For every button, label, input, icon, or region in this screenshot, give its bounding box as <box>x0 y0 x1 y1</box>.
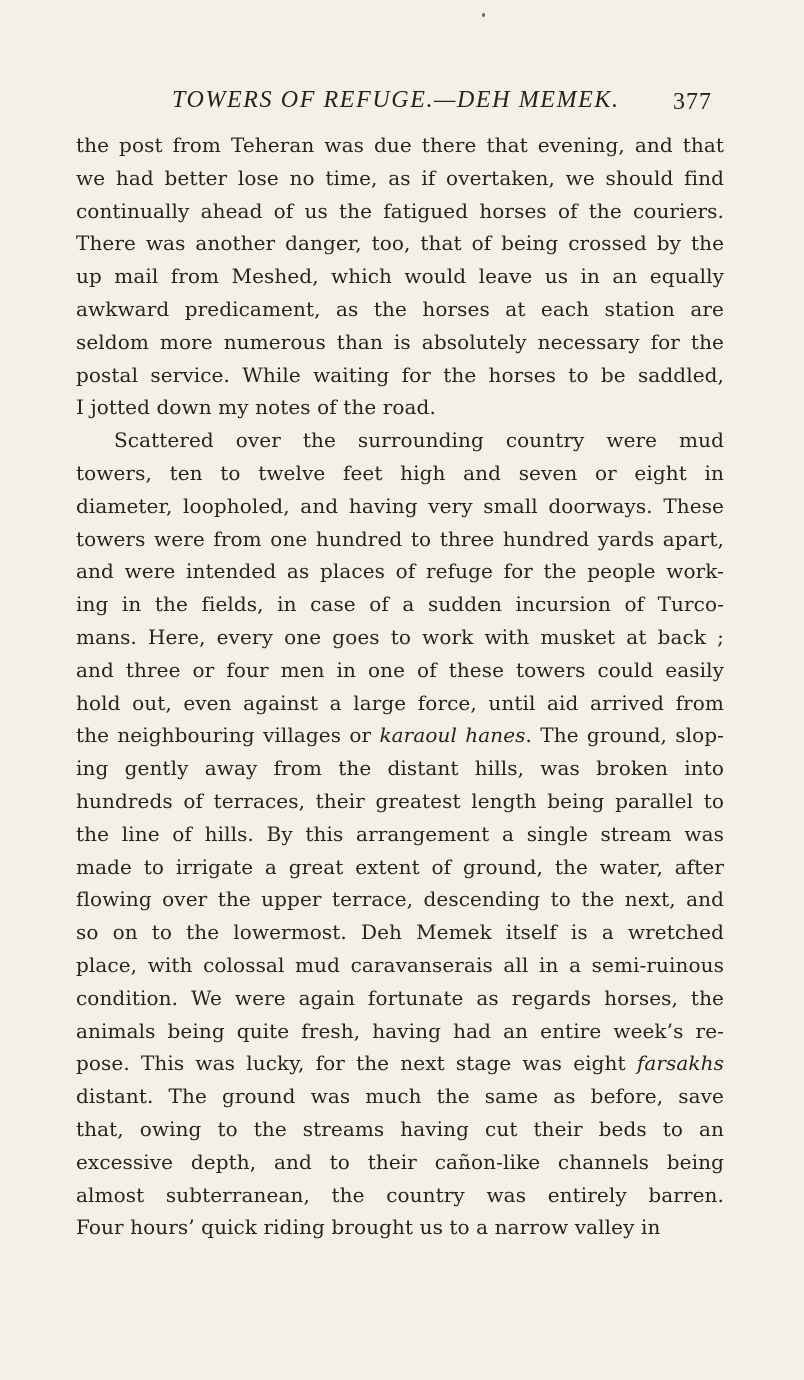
paragraph <box>76 424 724 1244</box>
text-segment: mans. Here, every one goes to work with musket at back ; <box>76 624 724 649</box>
text-segment: condition. We were again fortunate as regards horses, the <box>76 985 724 1010</box>
italic-term: karaoul hanes <box>379 723 526 748</box>
text-segment: and three or four men in one of these towers could easily <box>76 657 724 682</box>
text-segment: animals being quite fresh, having had an entire week’s re- <box>76 1018 724 1043</box>
text-segment: flowing over the upper terrace, descending to the next, and <box>76 887 724 912</box>
text-segment: postal service. While waiting for the horses to be saddled, <box>76 362 724 387</box>
text-segment: the post from Teheran was due there that evening, and that <box>76 133 724 157</box>
paragraph <box>76 129 724 424</box>
text-line <box>76 195 724 228</box>
text-line <box>76 1015 724 1048</box>
text-segment: hold out, even against a large force, until aid arrived from <box>76 690 724 715</box>
text-line <box>76 1047 724 1080</box>
text-segment: towers, ten to twelve feet high and seven or eight in <box>76 460 724 485</box>
text-line <box>76 1080 724 1113</box>
text-line <box>76 227 724 260</box>
text-line <box>76 129 724 162</box>
text-line <box>76 293 724 326</box>
text-segment: I jotted down my notes of the road. <box>76 395 436 420</box>
text-line <box>76 555 724 588</box>
text-line <box>76 654 724 687</box>
text-segment: that, owing to the streams having cut their beds to an <box>76 1116 724 1141</box>
text-segment: ing in the fields, in case of a sudden incursion of Turco- <box>76 592 724 617</box>
text-line <box>76 818 724 851</box>
text-segment: up mail from Meshed, which would leave us in an equally <box>76 264 724 289</box>
text-segment: . The ground, slop- <box>525 723 724 748</box>
text-segment: Four hours’ quick riding brought us to a narrow valley in <box>76 1215 661 1240</box>
text-line <box>76 391 724 424</box>
text-line <box>76 588 724 621</box>
text-segment: made to irrigate a great extent of ground, the water, after <box>76 854 724 879</box>
text-segment: There was another danger, too, that of being crossed by the <box>76 231 724 256</box>
text-segment: almost subterranean, the country was entirely barren. <box>76 1182 724 1207</box>
text-line <box>76 326 724 359</box>
text-line <box>76 785 724 818</box>
text-line <box>76 260 724 293</box>
text-line <box>76 719 724 752</box>
ink-speck <box>482 13 485 17</box>
text-segment: we had better lose no time, as if overtaken, we should find <box>76 165 724 190</box>
text-segment: and were intended as places of refuge for the people work- <box>76 559 724 584</box>
text-line <box>76 424 724 457</box>
text-segment: Scattered over the surrounding country were mud <box>114 428 724 453</box>
text-line <box>76 359 724 392</box>
text-segment: pose. This was lucky, for the next stage was eight <box>76 1051 637 1076</box>
text-line <box>76 1211 724 1244</box>
running-head <box>76 84 724 124</box>
text-segment: awkward predicament, as the horses at each station are <box>76 296 724 321</box>
text-line <box>76 851 724 884</box>
text-line <box>76 523 724 556</box>
body-text <box>76 129 724 1244</box>
text-line <box>76 1146 724 1179</box>
text-line <box>76 1179 724 1212</box>
text-segment: so on to the lowermost. Deh Memek itself is a wretched <box>76 920 724 945</box>
text-segment: the neighbouring villages or <box>76 723 380 748</box>
text-segment: place, with colossal mud caravanserais all in a semi-ruinous <box>76 952 724 977</box>
text-line <box>76 621 724 654</box>
italic-term: farsakhs <box>636 1051 724 1076</box>
text-segment: seldom more numerous than is absolutely necessary for the <box>76 329 724 354</box>
text-segment: continually ahead of us the fatigued horses of the couriers. <box>76 198 724 223</box>
text-segment: distant. The ground was much the same as before, save <box>76 1084 724 1109</box>
text-segment: the line of hills. By this arrangement a single stream was <box>76 821 724 846</box>
text-line <box>76 982 724 1015</box>
text-segment: diameter, loopholed, and having very small doorways. These <box>76 493 724 518</box>
page-number: 377 <box>673 89 712 115</box>
text-segment: towers were from one hundred to three hundred yards apart, <box>76 526 724 551</box>
text-line <box>76 687 724 720</box>
text-line <box>76 1113 724 1146</box>
text-segment: excessive depth, and to their cañon-like channels being <box>76 1149 724 1174</box>
text-line <box>76 916 724 949</box>
text-line <box>76 162 724 195</box>
text-segment: hundreds of terraces, their greatest length being parallel to <box>76 788 724 813</box>
text-line <box>76 752 724 785</box>
running-title: TOWERS OF REFUGE.—DEH MEMEK. <box>172 87 620 113</box>
text-line <box>76 457 724 490</box>
text-line <box>76 883 724 916</box>
text-line <box>76 949 724 982</box>
text-line <box>76 490 724 523</box>
text-segment: ing gently away from the distant hills, was broken into <box>76 756 724 781</box>
